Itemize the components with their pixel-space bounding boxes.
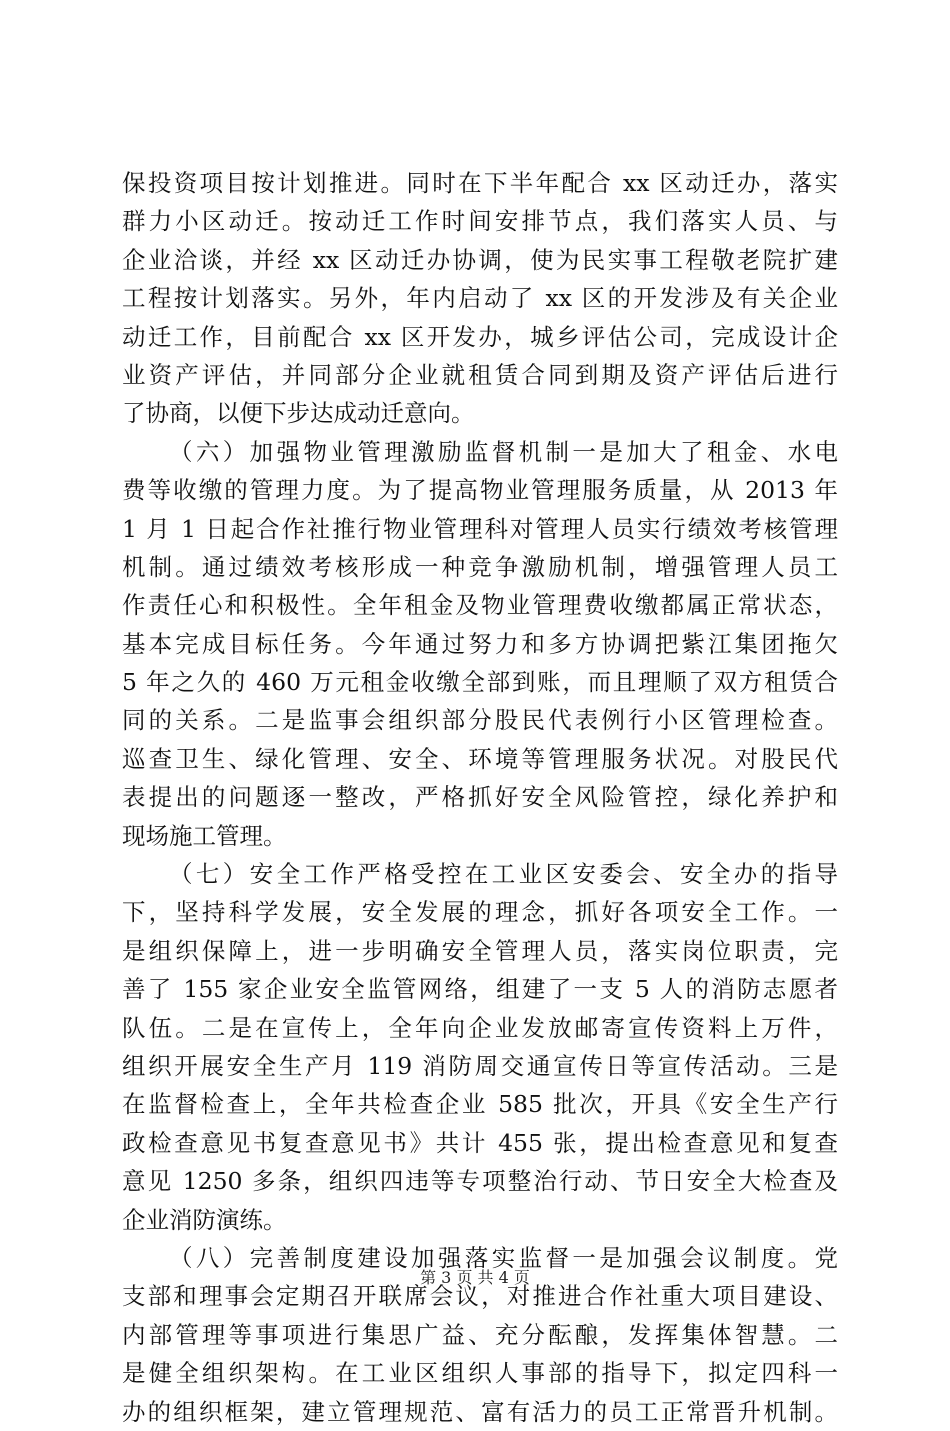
text-line: （六）加强物业管理激励监督机制一是加大了租金、水电 — [169, 437, 838, 466]
text-line: 了协商，以便下步达成动迁意向。 — [122, 399, 475, 428]
text-line: 支部和理事会定期召开联席会议，对推进合作社重大项目建设、 — [122, 1282, 838, 1311]
body-text — [122, 164, 838, 1431]
text-line: 企业洽谈，并经 xx 区动迁办协调，使为民实事工程敬老院扩建 — [122, 245, 838, 274]
text-line: 表提出的问题逐一整改，严格抓好安全风险管控，绿化养护和 — [122, 783, 838, 812]
text-line: （七）安全工作严格受控在工业区安委会、安全办的指导 — [169, 860, 838, 889]
text-line: 1 月 1 日起合作社推行物业管理科对管理人员实行绩效考核管理 — [122, 514, 838, 543]
text-line: 内部管理等事项进行集思广益、充分酝酿，发挥集体智慧。二 — [122, 1320, 838, 1349]
text-line: 作责任心和积极性。全年租金及物业管理费收缴都属正常状态， — [122, 591, 838, 620]
text-line: 组织开展安全生产月 119 消防周交通宣传日等宣传活动。三是 — [122, 1051, 838, 1080]
text-line: 群力小区动迁。按动迁工作时间安排节点，我们落实人员、与 — [122, 207, 838, 236]
text-line: （八）完善制度建设加强落实监督一是加强会议制度。党 — [169, 1243, 838, 1272]
text-line: 机制。通过绩效考核形成一种竞争激励机制，增强管理人员工 — [122, 552, 838, 581]
text-line: 保投资项目按计划推进。同时在下半年配合 xx 区动迁办，落实 — [122, 169, 838, 197]
text-line: 企业消防演练。 — [122, 1205, 287, 1234]
text-line: 在监督检查上，全年共检查企业 585 批次，开具《安全生产行 — [122, 1090, 838, 1119]
text-line: 意见 1250 多条，组织四违等专项整治行动、节日安全大检查及 — [122, 1167, 838, 1196]
text-line: 费等收缴的管理力度。为了提高物业管理服务质量，从 2013 年 — [122, 476, 838, 505]
text-line: 队伍。二是在宣传上，全年向企业发放邮寄宣传资料上万件， — [122, 1013, 838, 1042]
text-line: 办的组织框架，建立管理规范、富有活力的员工正常晋升机制。 — [122, 1397, 838, 1426]
text-line: 下，坚持科学发展，安全发展的理念，抓好各项安全工作。一 — [122, 898, 838, 927]
text-line: 是组织保障上，进一步明确安全管理人员，落实岗位职责，完 — [122, 936, 838, 965]
text-line: 政检查意见书复查意见书》共计 455 张，提出检查意见和复查 — [122, 1128, 838, 1157]
text-line: 善了 155 家企业安全监管网络，组建了一支 5 人的消防志愿者 — [122, 975, 838, 1004]
text-line: 基本完成目标任务。今年通过努力和多方协调把紫江集团拖欠 — [122, 629, 838, 658]
text-line: 动迁工作，目前配合 xx 区开发办，城乡评估公司，完成设计企 — [122, 322, 838, 351]
text-line: 业资产评估，并同部分企业就租赁合同到期及资产评估后进行 — [122, 360, 838, 389]
text-line: 现场施工管理。 — [122, 821, 287, 850]
text-line: 是健全组织架构。在工业区组织人事部的指导下，拟定四科一 — [122, 1359, 838, 1388]
text-line: 巡查卫生、绿化管理、安全、环境等管理服务状况。对股民代 — [122, 744, 838, 773]
page-footer: 第 3 页 共 4 页 — [420, 1268, 530, 1287]
text-line: 5 年之久的 460 万元租金收缴全部到账，而且理顺了双方租赁合 — [122, 668, 838, 697]
text-line: 工程按计划落实。另外，年内启动了 xx 区的开发涉及有关企业 — [122, 284, 838, 313]
text-line: 同的关系。二是监事会组织部分股民代表例行小区管理检查。 — [122, 706, 838, 735]
